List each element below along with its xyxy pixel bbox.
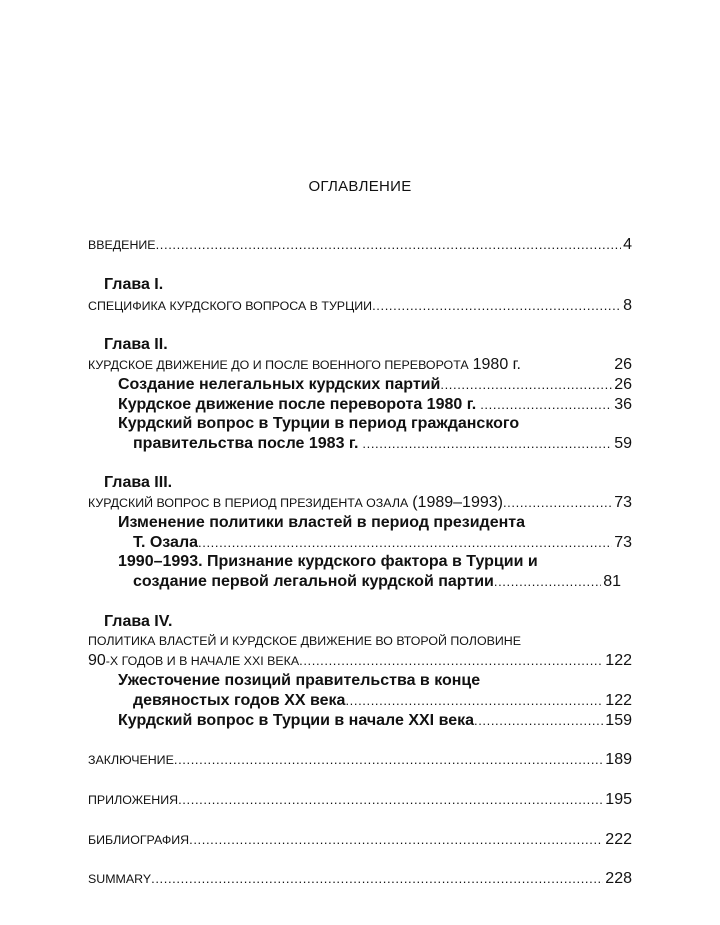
toc-section-3-2-line1[interactable]: 1990–1993. Признание курдского фактора в Турции и bbox=[118, 553, 538, 570]
toc-section-4-2[interactable] bbox=[118, 712, 632, 730]
toc-page-number: 195 bbox=[605, 791, 632, 808]
toc-entry-label: -Х ГОДОВ И В НАЧАЛЕ XXI ВЕКА bbox=[105, 654, 300, 668]
toc-page-number: 26 bbox=[614, 376, 632, 393]
toc-entry-intro[interactable] bbox=[88, 236, 632, 254]
leader-dots bbox=[151, 871, 603, 886]
toc-entry-label-tail: (1989–1993) bbox=[412, 494, 503, 511]
toc-page-number: 26 bbox=[614, 356, 632, 373]
leader-dots bbox=[476, 397, 612, 412]
leader-dots bbox=[174, 752, 603, 767]
toc-page-number: 228 bbox=[605, 870, 632, 887]
toc-entry-chapter-3[interactable] bbox=[88, 494, 632, 512]
toc-section-4-1-line1[interactable]: Ужесточение позиций правительства в конце bbox=[118, 672, 481, 689]
toc-entry-label: СПЕЦИФИКА КУРДСКОГО ВОПРОСА В ТУРЦИИ bbox=[88, 299, 373, 313]
toc-page-number: 122 bbox=[605, 652, 632, 669]
toc-entry-summary[interactable] bbox=[88, 870, 632, 888]
leader-dots bbox=[372, 298, 621, 313]
leader-dots bbox=[189, 832, 603, 847]
toc-entry-chapter-1[interactable] bbox=[88, 297, 632, 315]
toc-entry-bibliography[interactable] bbox=[88, 831, 632, 849]
leader-dots bbox=[440, 377, 612, 392]
toc-entry-label: БИБЛИОГРАФИЯ bbox=[88, 833, 190, 847]
leader-dots bbox=[494, 574, 601, 589]
toc-section-4-1[interactable] bbox=[133, 692, 632, 710]
toc-page-number: 81 bbox=[603, 573, 621, 590]
leader-dots bbox=[198, 535, 612, 550]
toc-entry-appendices[interactable] bbox=[88, 791, 632, 809]
toc-page-number: 59 bbox=[614, 435, 632, 452]
leader-dots bbox=[474, 713, 603, 728]
toc-page-number: 8 bbox=[623, 297, 632, 314]
toc-entry-label: SUMMARY bbox=[88, 872, 152, 886]
leader-dots bbox=[156, 237, 622, 252]
toc-entry-conclusion[interactable] bbox=[88, 751, 632, 769]
toc-entry-label: Т. Озала bbox=[133, 534, 199, 551]
toc-entry-label: ПРИЛОЖЕНИЯ bbox=[88, 793, 179, 807]
toc-section-2-1[interactable] bbox=[118, 376, 632, 394]
toc-section-2-3-line1[interactable]: Курдский вопрос в Турции в период гражданского bbox=[118, 415, 520, 432]
toc-section-3-1-line1[interactable]: Изменение политики властей в период президента bbox=[118, 514, 525, 531]
toc-page-number: 122 bbox=[605, 692, 632, 709]
leader-dots bbox=[345, 693, 603, 708]
toc-page-number: 189 bbox=[605, 751, 632, 768]
toc-title: ОГЛАВЛЕНИЕ bbox=[308, 178, 412, 195]
toc-entry-label-tail: 1980 г. bbox=[472, 356, 521, 373]
toc-entry-label: ЗАКЛЮЧЕНИЕ bbox=[88, 753, 174, 767]
toc-entry-label: КУРДСКИЙ ВОПРОС В ПЕРИОД ПРЕЗИДЕНТА ОЗАЛА bbox=[88, 496, 409, 510]
chapter-heading-2: Глава II. bbox=[104, 336, 168, 353]
toc-section-2-2[interactable] bbox=[118, 396, 632, 414]
toc-page-number: 222 bbox=[605, 831, 632, 848]
toc-entry-chapter-2[interactable] bbox=[88, 356, 632, 374]
leader-dots bbox=[178, 792, 603, 807]
toc-section-2-3[interactable] bbox=[133, 435, 632, 453]
chapter-heading-1: Глава I. bbox=[104, 276, 164, 293]
toc-entry-chapter-4-line1[interactable]: ПОЛИТИКА ВЛАСТЕЙ И КУРДСКОЕ ДВИЖЕНИЕ ВО ВТОРОЙ ПОЛОВИНЕ bbox=[88, 634, 521, 648]
leader-dots bbox=[358, 436, 612, 451]
toc-page-number: 159 bbox=[605, 712, 632, 729]
toc-entry-chapter-4[interactable] bbox=[88, 652, 632, 670]
toc-page-number: 36 bbox=[614, 396, 632, 413]
chapter-heading-3: Глава III. bbox=[104, 474, 173, 491]
toc-entry-label: правительства после 1983 г. bbox=[133, 435, 359, 452]
chapter-heading-4: Глава IV. bbox=[104, 613, 173, 630]
toc-entry-label: создание первой легальной курдской партии bbox=[133, 573, 494, 590]
toc-page-number: 73 bbox=[614, 534, 632, 551]
toc-page-number: 4 bbox=[623, 236, 632, 253]
toc-entry-label: Курдский вопрос в Турции в начале XXI века bbox=[118, 712, 474, 729]
toc-entry-label-number: 90 bbox=[88, 652, 106, 669]
toc-entry-label: КУРДСКОЕ ДВИЖЕНИЕ ДО И ПОСЛЕ ВОЕННОГО ПЕРЕВОРОТА bbox=[88, 358, 469, 372]
toc-entry-label: Курдское движение после переворота 1980 г. bbox=[118, 396, 477, 413]
toc-entry-label: Создание нелегальных курдских партий bbox=[118, 376, 441, 393]
toc-entry-label: девяностых годов XX века bbox=[133, 692, 346, 709]
leader-dots bbox=[503, 495, 612, 510]
toc-section-3-2[interactable] bbox=[133, 573, 621, 591]
toc-page-number: 73 bbox=[614, 494, 632, 511]
toc-entry-label: ВВЕДЕНИЕ bbox=[88, 238, 156, 252]
leader-dots bbox=[299, 653, 603, 668]
toc-section-3-1[interactable] bbox=[133, 534, 632, 552]
